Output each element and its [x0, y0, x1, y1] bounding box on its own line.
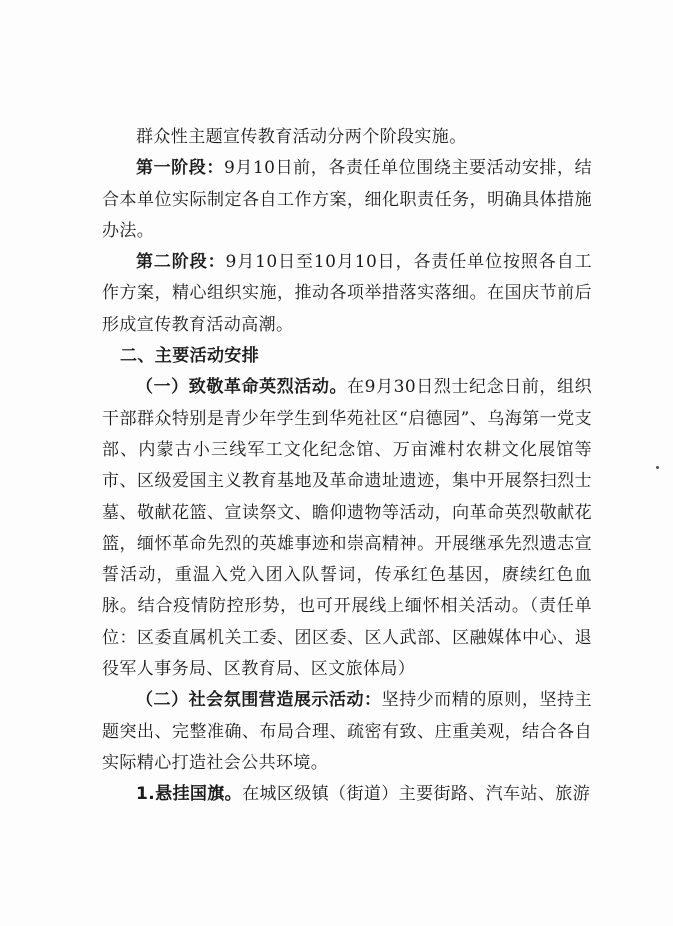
flag-item-title: 1.悬挂国旗。 — [136, 784, 243, 805]
paragraph-activity-one: （一）致敬革命英烈活动。在9月30日烈士纪念日前，组织干部群众特别是青少年学生到华苑社区“启德园”、乌海第一党支部、内蒙古小三线军工文化纪念馆、万亩滩村农耕文化展馆等市、区级爱国主义教育基地及革命遗址遗迹，集中开展祭扫烈士墓、敬献花篮、宣读祭文、瞻仰遗物等活动，向革命英烈敬献花篮，缅怀革命先烈的英雄事迹和崇高精神。开展继承先烈遗志宣誓活动，重温入党入团入队誓词，传承红色基因，赓续红色血脉。结合疫情防控形势，也可开展线上缅怀相关活动。（责任单位：区委直属机关工委、团区委、区人武部、区融媒体中心、退役军人事务局、区教育局、区文旅体局） — [102, 377, 592, 680]
paragraph-stage-one: 第一阶段：9月10日前，各责任单位围绕主要活动安排，结合本单位实际制定各自工作方案，细化职责任务，明确具体措施办法。 — [102, 158, 592, 241]
stage-two-label: 第二阶段： — [136, 252, 226, 273]
section-heading: 二、主要活动安排 — [120, 346, 260, 367]
scan-speck — [656, 466, 659, 469]
activity-two-title: （二）社会氛围营造展示活动： — [136, 690, 382, 711]
document-body — [102, 122, 592, 811]
paragraph-intro: 群众性主题宣传教育活动分两个阶段实施。 — [136, 127, 467, 147]
activity-one-title: （一）致敬革命英烈活动。 — [136, 377, 348, 398]
paragraph-activity-two: （二）社会氛围营造展示活动：坚持少而精的原则，坚持主题突出、完整准确、布局合理、疏密有致、庄重美观，结合各自实际精心打造社会公共环境。 — [102, 690, 592, 773]
stage-one-label: 第一阶段： — [136, 158, 224, 179]
paragraph-flag: 1.悬挂国旗。在城区级镇（街道）主要街路、汽车站、旅游 — [136, 784, 591, 805]
paragraph-stage-two: 第二阶段：9月10日至10月10日，各责任单位按照各自工作方案，精心组织实施，推动各项举措落实落细。在国庆节前后形成宣传教育活动高潮。 — [102, 252, 593, 335]
